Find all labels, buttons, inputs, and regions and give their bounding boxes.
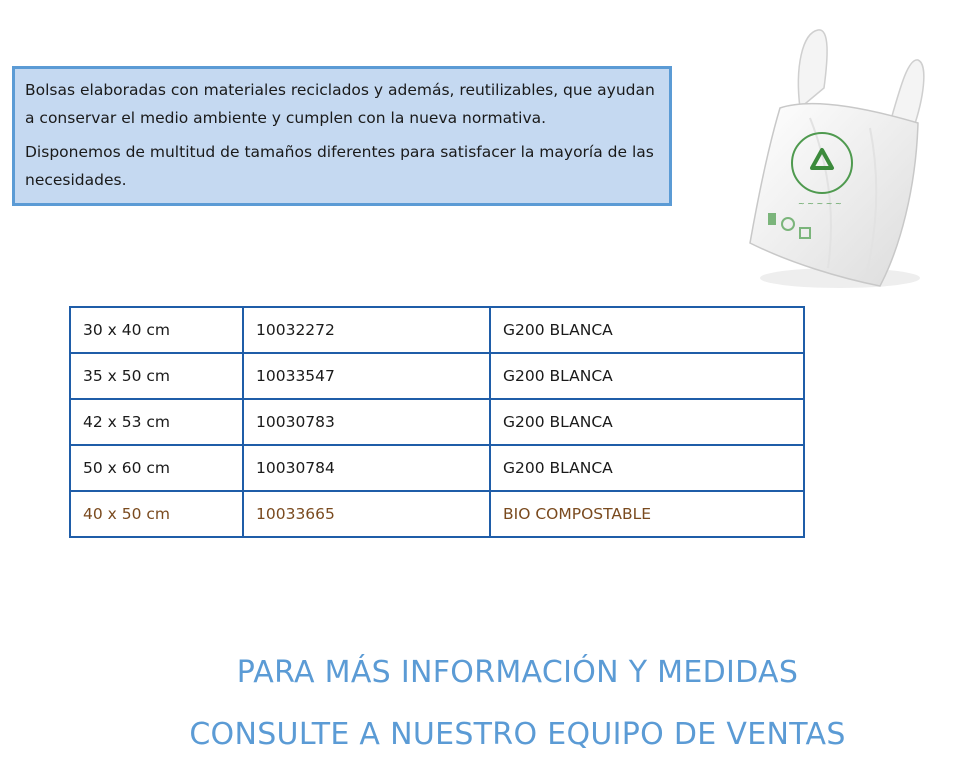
- size-cell: 42 x 53 cm: [70, 399, 243, 445]
- plastic-bag-recycle-icon: [740, 28, 928, 298]
- size-cell: 40 x 50 cm: [70, 491, 243, 537]
- info-box: [12, 66, 672, 206]
- table-row: [70, 353, 804, 399]
- size-cell: 30 x 40 cm: [70, 307, 243, 353]
- code-cell: 10032272: [243, 307, 490, 353]
- code-cell: 10030784: [243, 445, 490, 491]
- svg-text:~ ~ ~ ~ ~: ~ ~ ~ ~ ~: [798, 199, 842, 208]
- type-cell: G200 BLANCA: [490, 307, 804, 353]
- table-row: [70, 491, 804, 537]
- type-cell: G200 BLANCA: [490, 353, 804, 399]
- info-paragraph-2: Disponemos de multitud de tamaños diferentes para satisfacer la mayoría de las necesidades.: [25, 143, 654, 189]
- type-cell: BIO COMPOSTABLE: [490, 491, 804, 537]
- type-cell: G200 BLANCA: [490, 445, 804, 491]
- size-cell: 50 x 60 cm: [70, 445, 243, 491]
- code-cell: 10033665: [243, 491, 490, 537]
- table-row: [70, 445, 804, 491]
- code-cell: 10030783: [243, 399, 490, 445]
- code-cell: 10033547: [243, 353, 490, 399]
- size-cell: 35 x 50 cm: [70, 353, 243, 399]
- footer-line-2: CONSULTE A NUESTRO EQUIPO DE VENTAS: [189, 717, 846, 752]
- type-cell: G200 BLANCA: [490, 399, 804, 445]
- products-table: [69, 306, 805, 538]
- table-row: [70, 307, 804, 353]
- info-paragraph-1: Bolsas elaboradas con materiales reciclados y además, reutilizables, que ayudan a conservar el medio ambiente y cumplen con la nueva normativa.: [25, 81, 655, 127]
- table-row: [70, 399, 804, 445]
- footer-line-1: PARA MÁS INFORMACIÓN Y MEDIDAS: [236, 655, 799, 690]
